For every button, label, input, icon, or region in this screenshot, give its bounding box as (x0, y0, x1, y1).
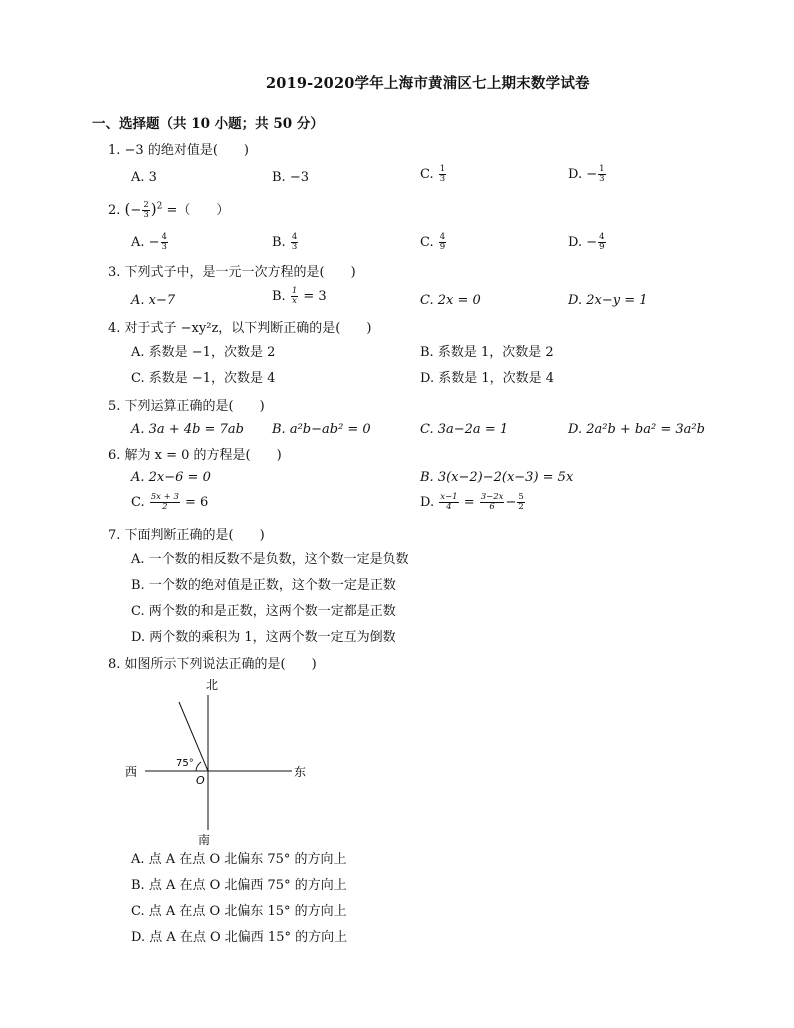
q8-option-a: A. 点 A 在点 O 北偏东 75° 的方向上 (131, 852, 347, 867)
q3-option-c: C. 2x = 0 (420, 293, 481, 308)
angle-label: 75° (176, 758, 194, 769)
q7-option-d: D. 两个数的乘积为 1，这两个数一定互为倒数 (131, 630, 396, 645)
q2-option-a: A. − $\frac{4}{3}$ (131, 232, 167, 252)
question-3: 3. 下列式子中，是一元一次方程的是( ) (108, 265, 356, 280)
label-south: 南 (198, 833, 211, 847)
q5-option-c: C. 3a−2a = 1 (420, 422, 509, 437)
q3-option-b: B. $\frac{1}{x}$ = 3 (272, 286, 327, 306)
section-heading: 一、选择题（共 10 小题；共 50 分） (92, 116, 324, 132)
question-4: 4. 对于式子 −xy²z，以下判断正确的是( ) (108, 321, 372, 336)
q1-option-a: A. 3 (131, 170, 157, 185)
q5-option-b: B. a²b−ab² = 0 (272, 422, 371, 437)
q2-option-d: D. − $\frac{4}{9}$ (568, 232, 605, 252)
q1-option-d: D. − $\frac{1}{3}$ (568, 164, 605, 184)
question-8: 8. 如图所示下列说法正确的是( ) (108, 657, 317, 672)
page-title: 2019-2020学年上海市黄浦区七上期末数学试卷 (266, 75, 590, 92)
question-2: 2. (− $\frac{2}{3}$ )$^2$ =（ ） (108, 199, 230, 220)
q7-option-b: B. 一个数的绝对值是正数，这个数一定是正数 (131, 578, 396, 593)
q8-option-b: B. 点 A 在点 O 北偏西 75° 的方向上 (131, 878, 347, 893)
question-6: 6. 解为 x = 0 的方程是( ) (108, 448, 282, 463)
q2-option-b: B. $\frac{4}{3}$ (272, 232, 298, 252)
q1-option-c: C. $\frac{1}{3}$ (420, 164, 446, 184)
q4-option-b: B. 系数是 1，次数是 2 (420, 345, 554, 360)
q6-option-d: D. $\frac{x-1}{4}$ = $\frac{3-2x}{6}$ − $\frac{5}{2}$ (420, 492, 524, 512)
question-7: 7. 下面判断正确的是( ) (108, 528, 265, 543)
q4-option-c: C. 系数是 −1，次数是 4 (131, 371, 276, 386)
label-east: 东 (294, 765, 307, 779)
compass-figure (110, 675, 320, 850)
q7-option-a: A. 一个数的相反数不是负数，这个数一定是负数 (131, 552, 409, 567)
q5-option-d: D. 2a²b + ba² = 3a²b (568, 422, 705, 437)
q4-option-d: D. 系数是 1，次数是 4 (420, 371, 555, 386)
q4-option-a: A. 系数是 −1，次数是 2 (131, 345, 276, 360)
q7-option-c: C. 两个数的和是正数，这两个数一定都是正数 (131, 604, 396, 619)
label-origin: O (196, 774, 205, 787)
q1-option-b: B. −3 (272, 170, 309, 185)
q8-option-c: C. 点 A 在点 O 北偏东 15° 的方向上 (131, 904, 347, 919)
q5-option-a: A. 3a + 4b = 7ab (131, 422, 244, 437)
q6-option-b: B. 3(x−2)−2(x−3) = 5x (420, 470, 574, 485)
label-west: 西 (125, 765, 138, 779)
q3-option-a: A. x−7 (131, 293, 176, 308)
question-5: 5. 下列运算正确的是( ) (108, 399, 265, 414)
label-north: 北 (206, 678, 219, 692)
q6-option-a: A. 2x−6 = 0 (131, 470, 211, 485)
q8-option-d: D. 点 A 在点 O 北偏西 15° 的方向上 (131, 930, 348, 945)
q2-option-c: C. $\frac{4}{9}$ (420, 232, 446, 252)
angle-arc (196, 762, 201, 771)
question-1: 1. −3 的绝对值是( ) (108, 143, 249, 158)
q3-option-d: D. 2x−y = 1 (568, 293, 648, 308)
q6-option-c: C. $\frac{5x + 3}{2}$ = 6 (131, 492, 209, 512)
